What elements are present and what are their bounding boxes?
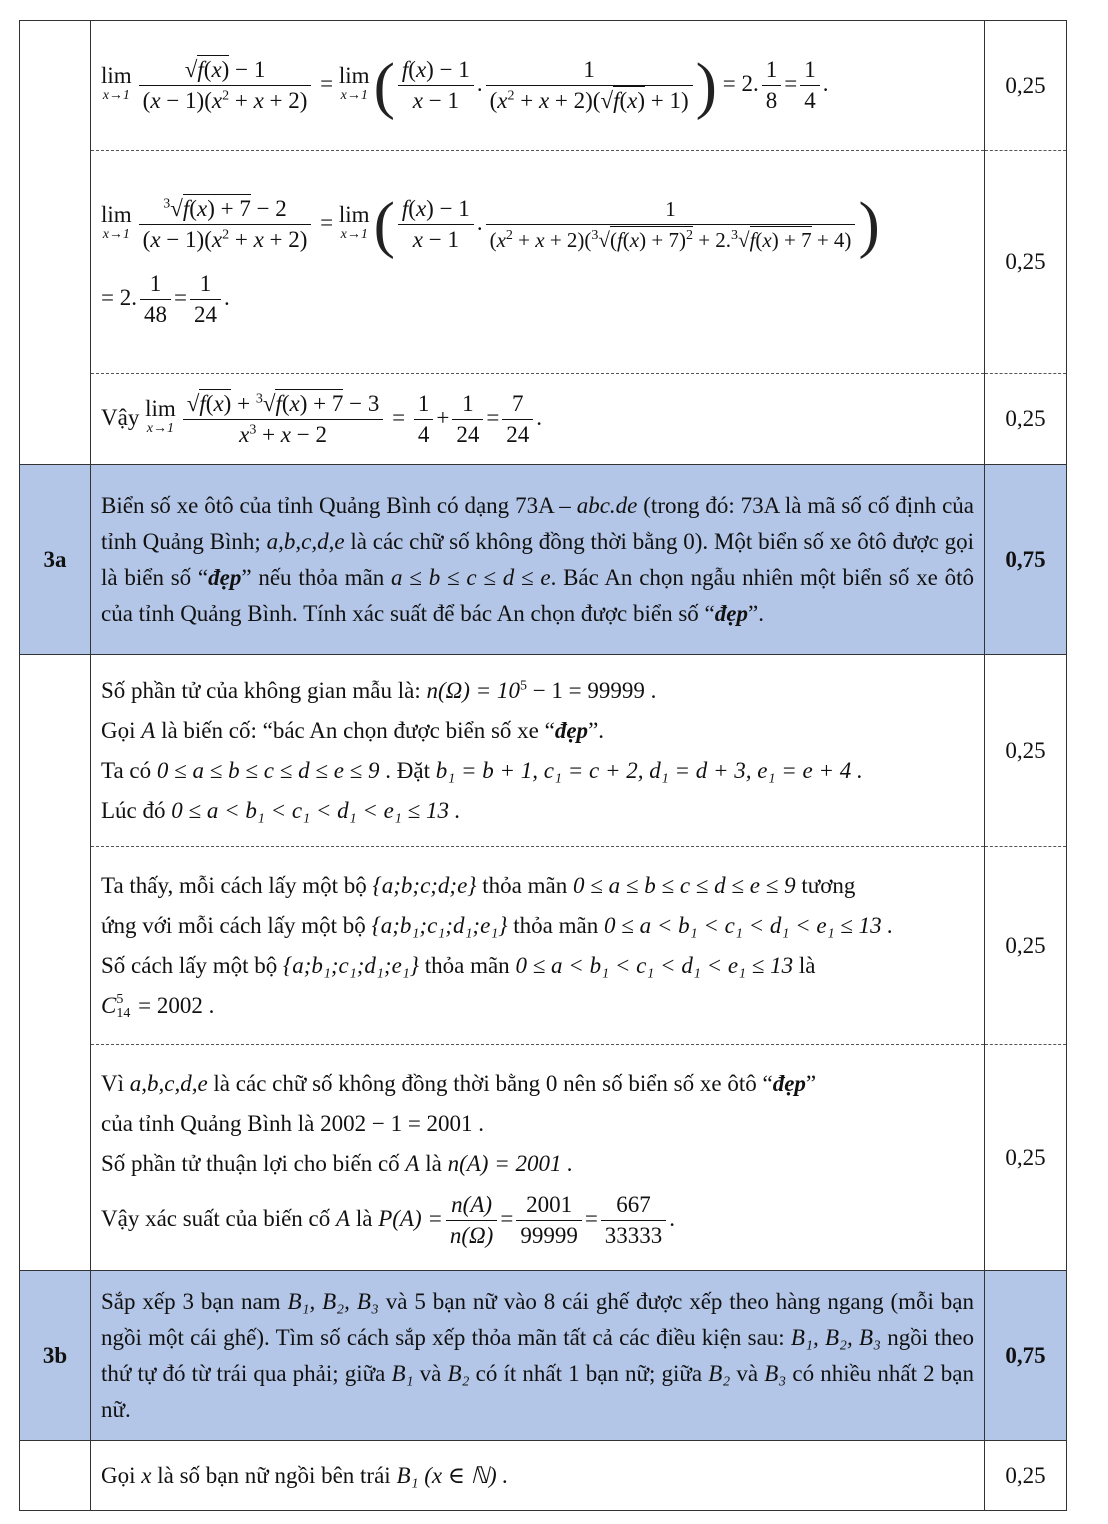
text-part: là số bạn nữ ngồi bên trái [151,1462,397,1488]
math: B₁, B₂, B₃ [287,1288,379,1314]
frac-num: 1 [452,389,483,420]
text-part: Ta có [101,757,157,783]
score-cell: 0,25 [985,1045,1067,1271]
row-question-3b [20,1271,1067,1441]
row-limit-2 [20,151,1067,374]
text-part: thỏa mãn [507,912,604,938]
frac-den: n(Ω) [449,1223,494,1248]
math: 0 ≤ a ≤ b ≤ c ≤ d ≤ e ≤ 9 [156,757,380,783]
math: x [141,1462,152,1488]
score-cell: 0,25 [985,847,1067,1045]
math: A [141,717,156,743]
limit-1-result-prefix: = 2. [722,70,759,96]
text-part: Lúc đó [101,797,172,823]
math: a,b,c,d,e [129,1071,208,1096]
frac-den: 4 [417,421,430,447]
line-combination [101,986,974,1026]
text-part: Gọi [101,1462,142,1488]
line-bijection [101,866,974,906]
math: {a;b;c;d;e} [372,872,477,898]
text-part: tương [795,872,856,898]
conclusion-prefix: Vậy [101,404,140,430]
text-part: có ít nhất 1 bạn nữ; giữa [469,1360,709,1386]
frac-num: 1 [800,55,820,86]
text-part: Gọi [101,717,142,743]
text-part: thỏa mãn [476,872,573,898]
text-part: là [350,1205,379,1231]
question-3b-text [91,1271,985,1441]
row-solution-3b-1 [20,1441,1067,1511]
text-part: Vì [101,1071,130,1096]
math: 0 ≤ a < b₁ < c₁ < d₁ < e₁ ≤ 13 . [171,797,461,823]
text-part: là [419,1151,448,1176]
score-cell: 0,25 [985,655,1067,847]
score-cell: 0,25 [985,374,1067,465]
frac-den: 24 [193,302,217,327]
row-conclusion-limit [20,374,1067,465]
question-score-3a: 0,75 [985,465,1067,655]
solution-3 [91,1045,985,1271]
row-solution-2 [20,847,1067,1045]
emphasis-dep: đẹp [714,600,748,626]
math: B₂ [447,1360,470,1386]
score-cell: 0,25 [985,1441,1067,1511]
formula-limit-2: lim x→1 $\frac{^3√f(x) + 7 - 2}{(x - 1)(x^2 + x + 2)}$ = lim x→1 ( $\frac{f(x) - 1}{x - 1}$ . $\frac{1}{(x^2 + x + 2)(^3√(f(x) + 7)^2 + 2.^3√f(x) + 7 + 4)}$ ) = 2. $\frac{1}{48}$ = $\frac{1}{24}$ . [91,151,985,374]
text-part: Ta thấy, mỗi cách lấy một bộ [101,872,373,898]
subscript: 14 [116,1006,131,1022]
limit-2-result-prefix: = 2. [101,284,137,310]
text-part: Vậy xác suất của biến cố [101,1205,337,1231]
superscript: 5 [116,992,124,1008]
formula-limit-1: lim x→1 $\frac{√f(x) - 1}{(x - 1)(x^2 + x + 2)}$ = lim x→1 ( $\frac{f(x) - 1}{x - 1}$ . $\frac{1}{(x^2 + x + 2)(√f(x) + 1)}$ ) = 2. $\frac{1}{8}$ = $\frac{1}{4}$ . [91,21,985,151]
emphasis-dep: đẹp [208,564,242,590]
frac-den: 33333 [604,1223,663,1248]
label-cell [20,21,91,151]
math: b₁ = b + 1, c₁ = c + 2, d₁ = d + 3, e₁ = e + 4 . [435,757,863,783]
row-question-3a [20,465,1067,655]
row-limit-1 [20,21,1067,151]
frac-num: n(A) [446,1190,497,1221]
score-cell: 0,25 [985,151,1067,374]
text-part: Số cách lấy một bộ [101,952,284,978]
math: A [405,1151,420,1176]
frac-den: 48 [143,302,167,327]
text-part: là [793,952,816,978]
text-part: là biến cố: “bác An chọn được biển số xe “ [155,717,555,743]
text-part: và 5 bạn nữ vào 8 cái ghế được xếp theo hàng ngang (mỗi bạn ngồi một cái ghế). Tìm số cách sắp xếp thỏa mãn tất cả các điều kiện sau: [101,1288,974,1350]
solution-3b-1 [91,1441,985,1511]
math: B₁ [391,1360,414,1386]
condition: a ≤ b ≤ c ≤ d ≤ e [391,564,551,590]
math: 0 ≤ a < b₁ < c₁ < d₁ < e₁ ≤ 13 [515,952,794,978]
frac-den: 24 [506,421,530,447]
text-part: . Bác An chọn ngẫu nhiên một biển số xe ôtô của tỉnh Quảng Bình. Tính xác suất để bác An chọn được biển số “ [101,564,974,626]
frac-num: 1 [414,389,434,420]
math: 0 ≤ a ≤ b ≤ c ≤ d ≤ e ≤ 9 [572,872,796,898]
frac-num: 1 [762,55,782,86]
math: P(A) = [378,1205,443,1231]
text-part: . Đặt [379,757,436,783]
text-part: Số phần tử thuận lợi cho biến cố [101,1151,406,1176]
frac-num: 667 [601,1190,667,1221]
solution-1 [91,655,985,847]
math: n(A) = 2001 . [447,1151,573,1176]
math: {a;b₁;c₁;d₁;e₁} [371,912,508,938]
frac-den: 24 [456,421,480,447]
text-part: và [413,1360,448,1386]
math: B₁ [396,1462,419,1488]
score-cell: 0,25 [985,21,1067,151]
answer-table [19,20,1067,1511]
line-count [101,946,974,986]
solution-2 [91,847,985,1045]
frac-den: 8 [765,88,778,113]
text-part: ”. [747,600,764,626]
math: B₂ [708,1360,731,1386]
variables: a,b,c,d,e [266,528,345,554]
frac-num: 1 [190,269,221,300]
math: A [336,1205,351,1231]
frac-num: 1 [140,269,171,300]
line-since [101,1064,974,1104]
math: 0 ≤ a < b₁ < c₁ < d₁ < e₁ ≤ 13 . [603,912,894,938]
text-part: thỏa mãn [418,952,516,978]
question-label-3b: 3b [20,1271,91,1441]
line-substitution [101,751,974,791]
math: B₁, B₂, B₃ [790,1324,882,1350]
text-part: và [730,1360,765,1386]
text-part: ”. [588,717,605,743]
math: (x ∈ ℕ) . [418,1462,509,1488]
text-part: có nhiều nhất 2 bạn nữ. [101,1360,974,1422]
plate-format: abc.de [576,492,638,518]
frac-den: 99999 [520,1223,578,1248]
frac-num: 7 [502,389,533,420]
text-part: (trong đó: 73A là mã số cố định của tỉnh Quảng Bình; [101,492,975,554]
question-3a-text [91,465,985,655]
text-part: ứng với mỗi cách lấy một bộ [101,912,372,938]
text-part: Sắp xếp 3 bạn nam [101,1288,288,1314]
exponent: 5 [519,677,527,693]
label-cell [20,1045,91,1271]
text-part: ” nếu thỏa mãn [241,564,392,590]
label-cell [20,374,91,465]
text-part: ” [805,1071,817,1096]
text-part: Biển số xe ôtô của tỉnh Quảng Bình có dạng 73A – [101,492,577,518]
formula-conclusion: Vậy lim x→1 $\frac{√f(x) + ^3√f(x) + 7 - 3}{x^3 + x - 2}$ = $\frac{1}{4}$ + $\frac{1}{24}$ = $\frac{7}{24}$ . [91,374,985,465]
math: C [101,992,117,1018]
line-favorable [101,1144,974,1184]
text-part: ngồi theo thứ tự đó từ trái qua phải; giữa [101,1324,974,1386]
frac-den: 4 [804,88,816,113]
question-score-3b: 0,75 [985,1271,1067,1441]
math: {a;b₁;c₁;d₁;e₁} [283,952,419,978]
label-cell [20,847,91,1045]
text-part: Số phần tử của không gian mẫu là: [101,677,427,703]
line-total: của tỉnh Quảng Bình là 2002 − 1 = 2001 . [101,1111,485,1136]
question-label-3a: 3a [20,465,91,655]
line-then [101,791,974,831]
text-part: là các chữ số không đồng thời bằng 0). Một biển số xe ôtô được gọi là biển số “ [101,528,974,590]
math: B₃ [764,1360,787,1386]
label-cell [20,655,91,847]
label-cell [20,151,91,374]
line-sample-space [101,671,974,711]
emphasis-dep: đẹp [772,1071,806,1096]
math: n(Ω) = 10 [426,677,520,703]
emphasis-dep: đẹp [554,717,589,743]
label-cell [20,1441,91,1511]
row-solution-3 [20,1045,1067,1271]
math: − 1 = 99999 . [526,677,657,703]
line-probability: Vậy xác suất của biến cố A là P(A) = $\frac{n(A)}{n(\Omega)}$ = $\frac{2001}{99999}$ = $\frac{667}{33333}$ . [101,1190,974,1251]
text-part: là các chữ số không đồng thời bằng 0 nên số biển số xe ôtô “ [207,1071,773,1096]
line-event [101,711,974,751]
math: = 2002 . [132,992,215,1018]
frac-num: 2001 [516,1190,582,1221]
row-solution-1 [20,655,1067,847]
line-correspond [101,906,974,946]
